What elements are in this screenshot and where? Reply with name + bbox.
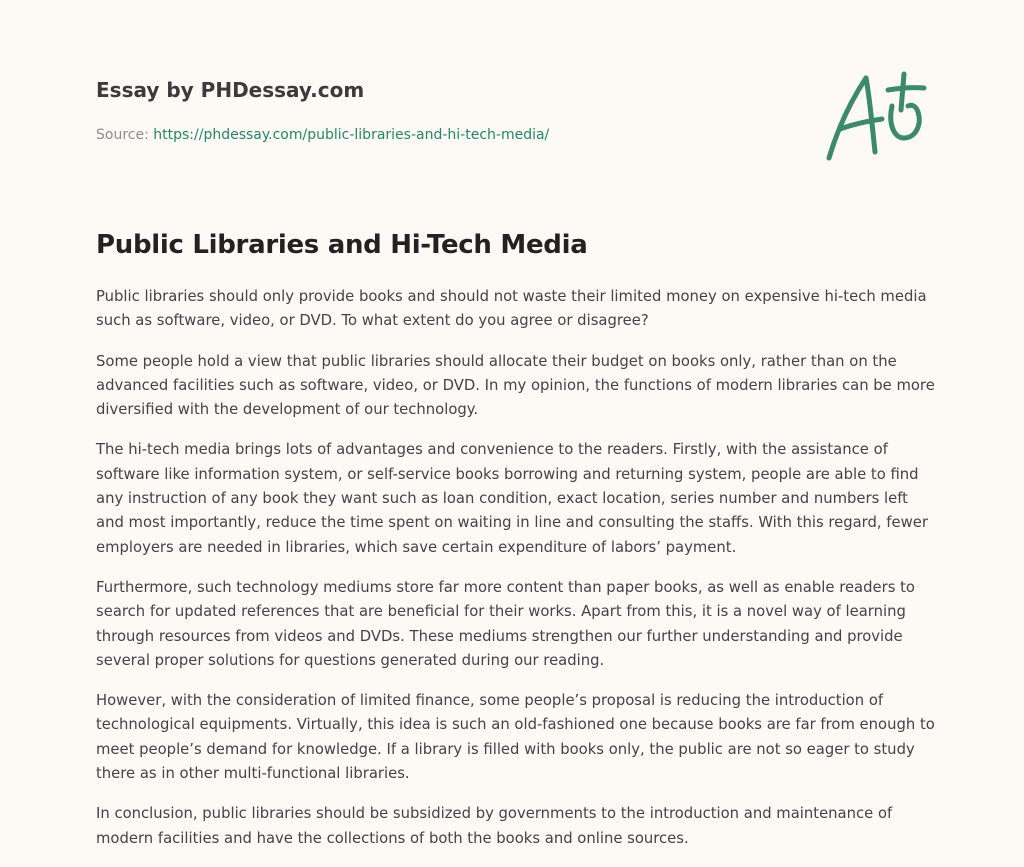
- page-header: [96, 76, 796, 145]
- article-title: Public Libraries and Hi-Tech Media: [96, 230, 588, 260]
- paragraph: Furthermore, such technology mediums store far more content than paper books, as well as enable readers to search for updated references that are beneficial for their works. Apart from this, it is a novel way of learning through resources from videos and DVDs. These mediums strengthen our further understanding and provide several proper solutions for questions generated during our reading.: [96, 578, 915, 669]
- a-plus-logo-icon: [820, 66, 930, 166]
- paragraph: However, with the consideration of limited finance, some people’s proposal is reducing the introduction of technological equipments. Virtually, this idea is such an old-fashioned one because books are far from enough to meet people’s demand for knowledge. If a library is filled with books only, the public are not so eager to study there as in other multi-functional libraries.: [96, 692, 935, 783]
- paragraph: In conclusion, public libraries should be subsidized by governments to the introduction and maintenance of modern facilities and have the collections of both the books and online sources.: [96, 805, 893, 847]
- source-label: Source:: [96, 127, 149, 143]
- site-title: Essay by PHDessay.com: [96, 78, 365, 102]
- source-line: [96, 125, 796, 145]
- paragraph: The hi-tech media brings lots of advantages and convenience to the readers. Firstly, with the assistance of software like information system, or self-service books borrowing and returning system, people are able to find any instruction of any book they want such as loan condition, exact location, series number and numbers left and most importantly, reduce the time spent on waiting in line and consulting the staffs. With this regard, fewer employers are needed in libraries, which save certain expenditure of labors’ payment.: [96, 441, 928, 556]
- paragraph: Some people hold a view that public libraries should allocate their budget on books only, rather than on the advanced facilities such as software, video, or DVD. In my opinion, the functions of modern libraries can be more diversified with the development of our technology.: [96, 352, 935, 419]
- article-body: [96, 285, 936, 867]
- source-link[interactable]: https://phdessay.com/public-libraries-and-hi-tech-media/: [153, 127, 550, 143]
- paragraph: Public libraries should only provide books and should not waste their limited money on expensive hi-tech media such as software, video, or DVD. To what extent do you agree or disagree?: [96, 288, 927, 330]
